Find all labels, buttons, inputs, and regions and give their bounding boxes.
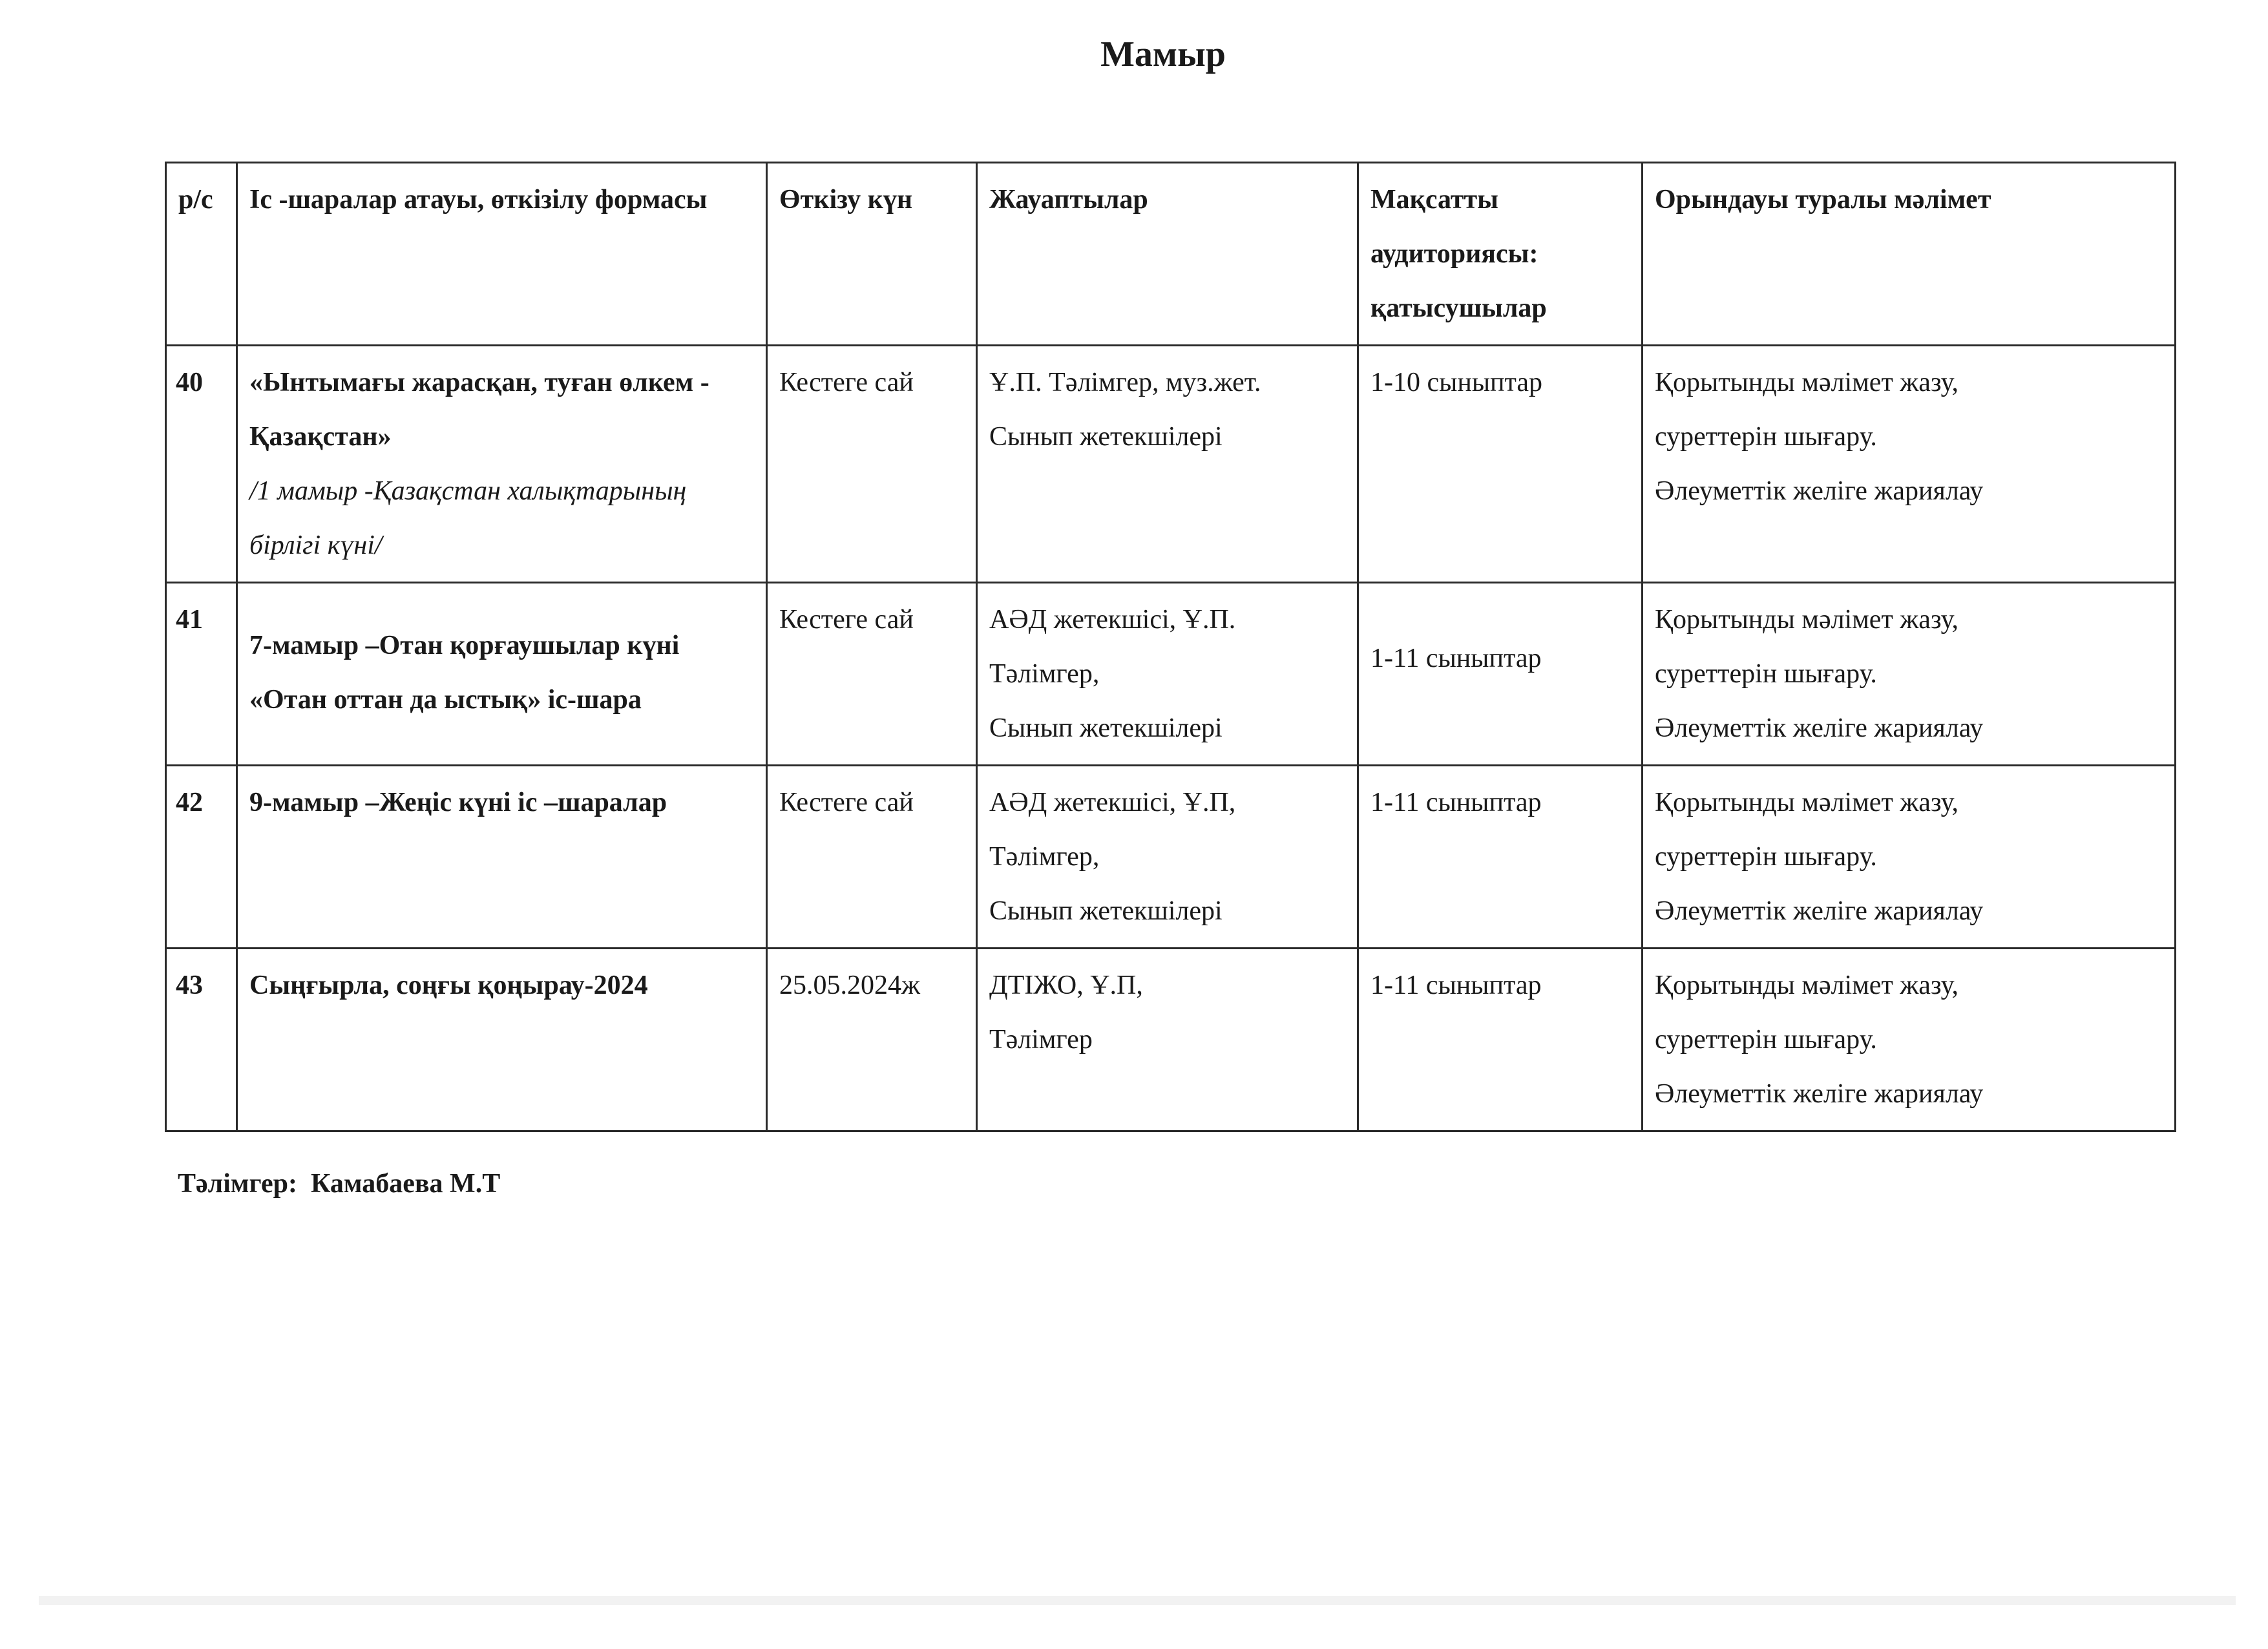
info-line: Қорытынды мәлімет жазу,: [1655, 788, 1958, 817]
header-num: р/с: [166, 163, 237, 346]
info-line: Әлеуметтік желіге жариялау: [1655, 896, 1984, 926]
info-line: Әлеуметтік желіге жариялау: [1655, 1079, 1984, 1109]
event-title: Сыңғырла, соңғы қоңырау-2024: [249, 971, 648, 1000]
info-line: Қорытынды мәлімет жазу,: [1655, 368, 1958, 397]
event-audience: 1-11 сыныптар: [1358, 949, 1643, 1131]
event-title: 7-мамыр –Отан қорғаушылар күні «Отан оттан да ыстық» іс-шара: [249, 631, 680, 715]
scan-edge-shadow: [39, 1596, 2236, 1605]
audience-text: 1-11 сыныптар: [1370, 644, 1542, 673]
event-date: 25.05.2024ж: [767, 949, 977, 1131]
event-info: [1643, 766, 2176, 949]
responsible-line: Тәлімгер,: [989, 659, 1100, 689]
signature-name: Камабаева М.Т: [311, 1169, 501, 1199]
event-info: [1643, 346, 2176, 583]
event-date: Кестеге сай: [767, 346, 977, 583]
info-line: суреттерін шығару.: [1655, 659, 1877, 689]
table-row: [166, 346, 2176, 583]
event-subtitle: /1 мамыр -Қазақстан халықтарының бірлігі күні/: [249, 476, 687, 560]
info-line: Қорытынды мәлімет жазу,: [1655, 971, 1958, 1000]
event-audience: 1-10 сыныптар: [1358, 346, 1643, 583]
info-line: суреттерін шығару.: [1655, 842, 1877, 872]
event-title: 9-мамыр –Жеңіс күні іс –шаралар: [249, 788, 667, 817]
responsible-line: Сынып жетекшілері: [989, 713, 1223, 743]
table-row: [166, 766, 2176, 949]
signature-label: Тәлімгер:: [178, 1169, 298, 1199]
event-title: «Ынтымағы жарасқан, туған өлкем - Қазақстан»: [249, 368, 709, 452]
info-line: Әлеуметтік желіге жариялау: [1655, 713, 1984, 743]
responsible-line: Тәлімгер,: [989, 842, 1100, 872]
responsible-line: Сынып жетекшілері: [989, 422, 1223, 452]
event-audience: 1-11 сыныптар: [1358, 766, 1643, 949]
info-line: Әлеуметтік желіге жариялау: [1655, 476, 1984, 506]
responsible-line: АӘД жетекшісі, Ұ.П,: [989, 788, 1236, 817]
responsible-line: ДТІЖО, Ұ.П,: [989, 971, 1143, 1000]
responsible-line: Тәлімгер: [989, 1025, 1093, 1055]
table-header-row: [166, 163, 2176, 346]
event-responsible: [977, 766, 1358, 949]
header-date: Өткізу күн: [767, 163, 977, 346]
info-line: суреттерін шығару.: [1655, 422, 1877, 452]
responsible-line: АӘД жетекшісі, Ұ.П.: [989, 605, 1236, 635]
event-name: [237, 346, 767, 583]
row-number: 40: [166, 346, 237, 583]
event-name: [237, 949, 767, 1131]
header-audience: Мақсатты аудиториясы: қатысушылар: [1358, 163, 1643, 346]
event-name: [237, 583, 767, 766]
event-responsible: [977, 346, 1358, 583]
event-audience: [1358, 583, 1643, 766]
row-number: 41: [166, 583, 237, 766]
table-row: [166, 583, 2176, 766]
header-info: Орындауы туралы мәлімет: [1643, 163, 2176, 346]
event-date: Кестеге сай: [767, 583, 977, 766]
info-line: Қорытынды мәлімет жазу,: [1655, 605, 1958, 635]
signature: [178, 1168, 500, 1199]
event-info: [1643, 949, 2176, 1131]
event-date: Кестеге сай: [767, 766, 977, 949]
event-responsible: [977, 949, 1358, 1131]
row-number: 43: [166, 949, 237, 1131]
header-responsible: Жауаптылар: [977, 163, 1358, 346]
table-row: [166, 949, 2176, 1131]
event-info: [1643, 583, 2176, 766]
info-line: суреттерін шығару.: [1655, 1025, 1877, 1055]
responsible-line: Ұ.П. Тәлімгер, муз.жет.: [989, 368, 1261, 397]
responsible-line: Сынып жетекшілері: [989, 896, 1223, 926]
events-table: [165, 162, 2176, 1132]
row-number: 42: [166, 766, 237, 949]
event-responsible: [977, 583, 1358, 766]
event-name: [237, 766, 767, 949]
header-event-name: Іс -шаралар атауы, өткізілу формасы: [237, 163, 767, 346]
page-title: Мамыр: [1100, 34, 1226, 74]
